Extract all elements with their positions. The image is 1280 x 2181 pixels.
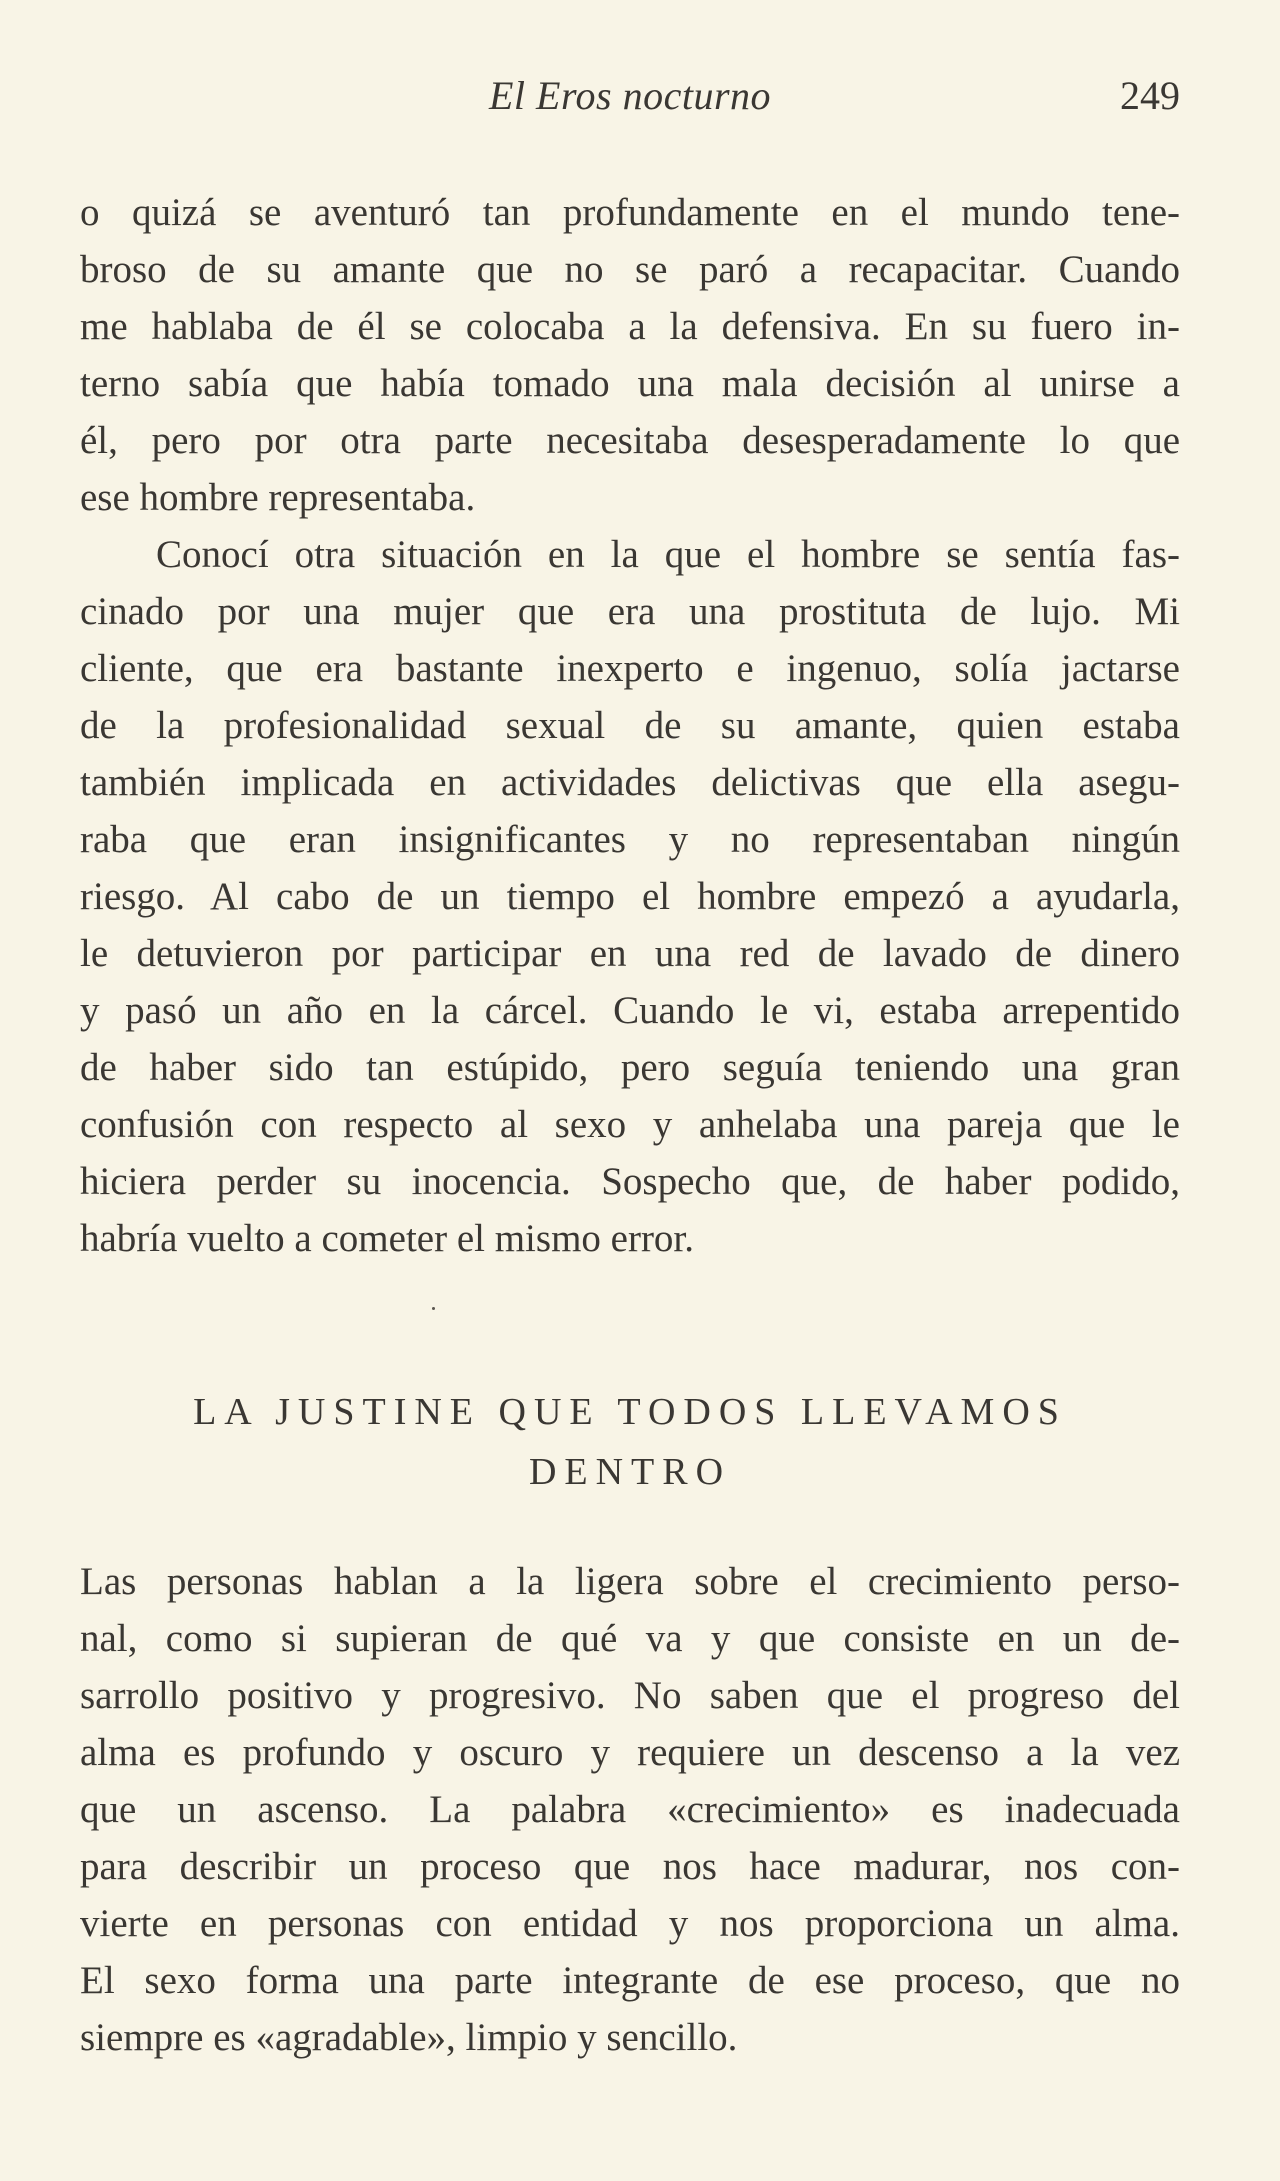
text-line: me hablaba de él se colocaba a la defensiva. En su fuero in-: [80, 305, 1180, 348]
text-line: siempre es «agradable», limpio y sencillo.: [80, 2016, 738, 2059]
text-line: terno sabía que había tomado una mala decisión al unirse a: [80, 362, 1180, 405]
text-line: hiciera perder su inocencia. Sospecho que, de haber podido,: [80, 1160, 1180, 1203]
text-line: de haber sido tan estúpido, pero seguía teniendo una gran: [80, 1046, 1180, 1089]
text-line: nal, como si supieran de qué va y que consiste en un de-: [80, 1617, 1180, 1660]
text-line: broso de su amante que no se paró a recapacitar. Cuando: [80, 248, 1180, 291]
text-line: riesgo. Al cabo de un tiempo el hombre empezó a ayudarla,: [80, 875, 1180, 918]
text-line: él, pero por otra parte necesitaba desesperadamente lo que: [80, 419, 1180, 462]
text-line: para describir un proceso que nos hace madurar, nos con-: [80, 1845, 1180, 1888]
section-heading: [80, 1382, 1180, 1502]
text-line: alma es profundo y oscuro y requiere un descenso a la vez: [80, 1731, 1180, 1774]
text-line: confusión con respecto al sexo y anhelaba una pareja que le: [80, 1103, 1180, 1146]
running-head: [80, 66, 1180, 126]
section-heading-line: DENTRO: [528, 1451, 732, 1493]
running-title: El Eros nocturno: [488, 73, 772, 118]
section-heading-line: LA JUSTINE QUE TODOS LLEVAMOS: [193, 1391, 1067, 1433]
page-number: 249: [1120, 73, 1180, 118]
section-break-dot: [432, 1307, 435, 1310]
text-line: vierte en personas con entidad y nos proporciona un alma.: [80, 1902, 1180, 1945]
text-line: cliente, que era bastante inexperto e ingenuo, solía jactarse: [80, 647, 1180, 690]
text-line: habría vuelto a cometer el mismo error.: [80, 1217, 695, 1260]
text-line: de la profesionalidad sexual de su amante, quien estaba: [80, 704, 1180, 747]
text-line: cinado por una mujer que era una prostituta de lujo. Mi: [80, 590, 1180, 633]
paragraph-continuation: [80, 184, 1180, 526]
text-line: también implicada en actividades delictivas que ella asegu-: [80, 761, 1180, 804]
text-line: Conocí otra situación en la que el hombre se sentía fas-: [156, 533, 1180, 576]
text-line: que un ascenso. La palabra «crecimiento» es inadecuada: [80, 1788, 1180, 1831]
text-line: sarrollo positivo y progresivo. No saben que el progreso del: [80, 1674, 1180, 1717]
paragraph-case-story: [80, 526, 1180, 1267]
text-line: o quizá se aventuró tan profundamente en el mundo tene-: [80, 191, 1180, 234]
text-line: raba que eran insignificantes y no representaban ningún: [80, 818, 1180, 861]
text-line: ese hombre representaba.: [80, 476, 476, 519]
text-line: le detuvieron por participar en una red de lavado de dinero: [80, 932, 1180, 975]
text-line: y pasó un año en la cárcel. Cuando le vi, estaba arrepentido: [80, 989, 1180, 1032]
text-line: El sexo forma una parte integrante de ese proceso, que no: [80, 1959, 1180, 2002]
text-line: Las personas hablan a la ligera sobre el crecimiento perso-: [80, 1560, 1180, 1603]
paragraph-section: [80, 1553, 1180, 2066]
